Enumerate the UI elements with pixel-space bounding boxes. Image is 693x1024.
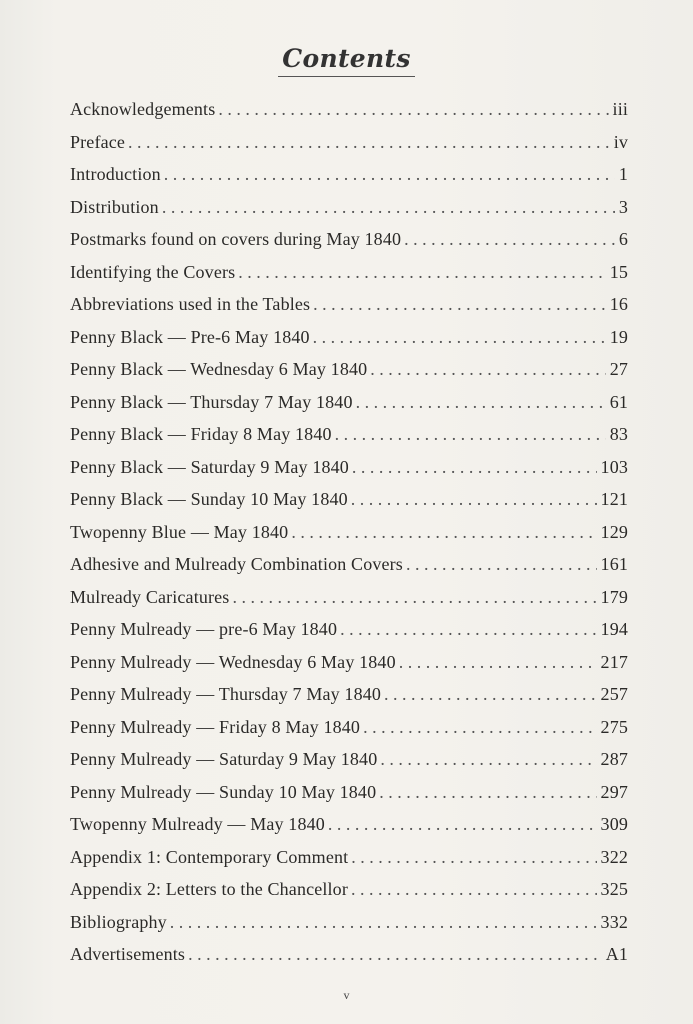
toc-entry-page: iv — [613, 131, 628, 152]
dot-leader — [164, 162, 615, 186]
dot-leader — [351, 487, 597, 511]
dot-leader — [170, 910, 597, 934]
toc-entry-title: Abbreviations used in the Tables — [70, 294, 311, 314]
toc-entry-title: Twopenny Mulready — May 1840 — [70, 814, 325, 834]
toc-entry-title: Penny Black — Friday 8 May 1840 — [70, 424, 332, 444]
dot-leader — [351, 877, 597, 901]
toc-entry-page: A1 — [605, 944, 628, 964]
toc-entry-title: Penny Black — Pre-6 May 1840 — [70, 326, 310, 347]
toc-entry-page: 3 — [618, 196, 628, 217]
toc-entry-title: Penny Mulready — Saturday 9 May 1840 — [70, 749, 378, 769]
toc-entry-title: Appendix 2: Letters to the Chancellor — [70, 879, 348, 899]
toc-entry[interactable] — [70, 682, 628, 715]
toc-entry-title: Advertisements — [70, 944, 186, 964]
toc-entry-title: Mulready Caricatures — [70, 586, 230, 607]
toc-entry[interactable] — [70, 97, 628, 130]
toc-entry[interactable] — [70, 292, 628, 325]
dot-leader — [384, 682, 597, 706]
toc-entry-title: Acknowledgements — [70, 99, 216, 119]
toc-entry-title: Penny Black — Thursday 7 May 1840 — [70, 391, 353, 412]
toc-entry-page: 179 — [600, 586, 628, 607]
toc-entry-page: 287 — [600, 749, 628, 769]
toc-entry-title: Preface — [70, 131, 126, 152]
dot-leader — [406, 552, 597, 576]
toc-entry-page: iii — [612, 99, 628, 119]
toc-entry-page: 103 — [600, 456, 628, 477]
dot-leader — [291, 520, 596, 544]
dot-leader — [370, 357, 605, 381]
toc-entry[interactable] — [70, 227, 628, 260]
toc-entry-page: 275 — [600, 716, 628, 737]
toc-entry-page: 1 — [618, 164, 628, 184]
toc-entry[interactable] — [70, 390, 628, 423]
toc-entry[interactable] — [70, 422, 628, 455]
toc-entry-page: 309 — [600, 814, 628, 834]
dot-leader — [218, 97, 608, 121]
toc-entry-title: Bibliography — [70, 911, 167, 932]
toc-entry-page: 332 — [600, 911, 628, 932]
dot-leader — [340, 617, 596, 641]
dot-leader — [352, 455, 597, 479]
dot-leader — [232, 585, 596, 609]
toc-entry-page: 6 — [618, 229, 628, 249]
toc-entry-page: 83 — [609, 424, 628, 444]
toc-entry-title: Adhesive and Mulready Combination Covers — [70, 554, 403, 574]
toc-entry-page: 194 — [600, 619, 628, 639]
toc-entry-title: Identifying the Covers — [70, 261, 236, 282]
toc-entry-page: 121 — [600, 489, 628, 509]
page-number: v — [343, 988, 350, 1002]
toc-entry-title: Penny Mulready — pre-6 May 1840 — [70, 619, 338, 639]
dot-leader — [313, 325, 606, 349]
toc-entry-page: 19 — [609, 326, 628, 347]
toc-entry[interactable] — [70, 585, 628, 618]
toc-entry[interactable] — [70, 325, 628, 358]
toc-entry[interactable] — [70, 260, 628, 293]
toc-entry[interactable] — [70, 195, 628, 228]
toc-entry-title: Penny Mulready — Friday 8 May 1840 — [70, 716, 361, 737]
toc-entry[interactable] — [70, 910, 628, 943]
toc-entry[interactable] — [70, 617, 628, 650]
toc-entry[interactable] — [70, 162, 628, 195]
toc-entry-title: Penny Black — Sunday 10 May 1840 — [70, 489, 348, 509]
toc-entry[interactable] — [70, 747, 628, 780]
dot-leader — [128, 130, 610, 154]
toc-entry[interactable] — [70, 487, 628, 520]
toc-entry-title: Penny Black — Saturday 9 May 1840 — [70, 456, 349, 477]
dot-leader — [351, 845, 596, 869]
toc-entry-title: Appendix 1: Contemporary Comment — [70, 846, 349, 867]
toc-entry-title: Twopenny Blue — May 1840 — [70, 521, 289, 542]
contents-title-block — [0, 44, 693, 77]
dot-leader — [328, 812, 597, 836]
toc-entry[interactable] — [70, 357, 628, 390]
toc-entry-page: 129 — [600, 521, 628, 542]
toc-entry[interactable] — [70, 812, 628, 845]
dot-leader — [188, 942, 602, 966]
toc-entry-page: 325 — [600, 879, 628, 899]
toc-entry[interactable] — [70, 130, 628, 163]
toc-entry-page: 257 — [600, 684, 628, 704]
dot-leader — [313, 292, 606, 316]
toc-entry-title: Penny Mulready — Sunday 10 May 1840 — [70, 781, 377, 802]
dot-leader — [399, 650, 597, 674]
toc-entry-page: 16 — [609, 294, 628, 314]
toc-entry-page: 27 — [609, 359, 628, 379]
dot-leader — [356, 390, 606, 414]
toc-entry[interactable] — [70, 715, 628, 748]
toc-entry[interactable] — [70, 650, 628, 683]
toc-entry-page: 217 — [600, 651, 628, 672]
toc-entry-title: Introduction — [70, 164, 161, 184]
toc-entry-title: Penny Mulready — Thursday 7 May 1840 — [70, 684, 382, 704]
toc-entry-title: Distribution — [70, 196, 159, 217]
dot-leader — [380, 747, 596, 771]
dot-leader — [379, 780, 596, 804]
dot-leader — [404, 227, 615, 251]
toc-entry-title: Postmarks found on covers during May 1840 — [70, 229, 402, 249]
toc-entry[interactable] — [70, 780, 628, 813]
toc-entry[interactable] — [70, 520, 628, 553]
dot-leader — [335, 422, 606, 446]
toc-entry[interactable] — [70, 845, 628, 878]
toc-entry-title: Penny Black — Wednesday 6 May 1840 — [70, 359, 368, 379]
toc-entry[interactable] — [70, 552, 628, 585]
toc-entry-page: 297 — [600, 781, 628, 802]
toc-entry[interactable] — [70, 942, 628, 975]
dot-leader — [162, 195, 615, 219]
toc-entry-page: 322 — [600, 846, 628, 867]
dot-leader — [363, 715, 596, 739]
toc-entry-page: 15 — [609, 261, 628, 282]
toc-entry-page: 161 — [600, 554, 628, 574]
page-title: Contents — [278, 44, 414, 77]
toc-entry-page: 61 — [609, 391, 628, 412]
dot-leader — [238, 260, 605, 284]
toc-entry[interactable] — [70, 877, 628, 910]
toc-entry[interactable] — [70, 455, 628, 488]
table-of-contents — [70, 97, 628, 975]
toc-entry-title: Penny Mulready — Wednesday 6 May 1840 — [70, 651, 396, 672]
